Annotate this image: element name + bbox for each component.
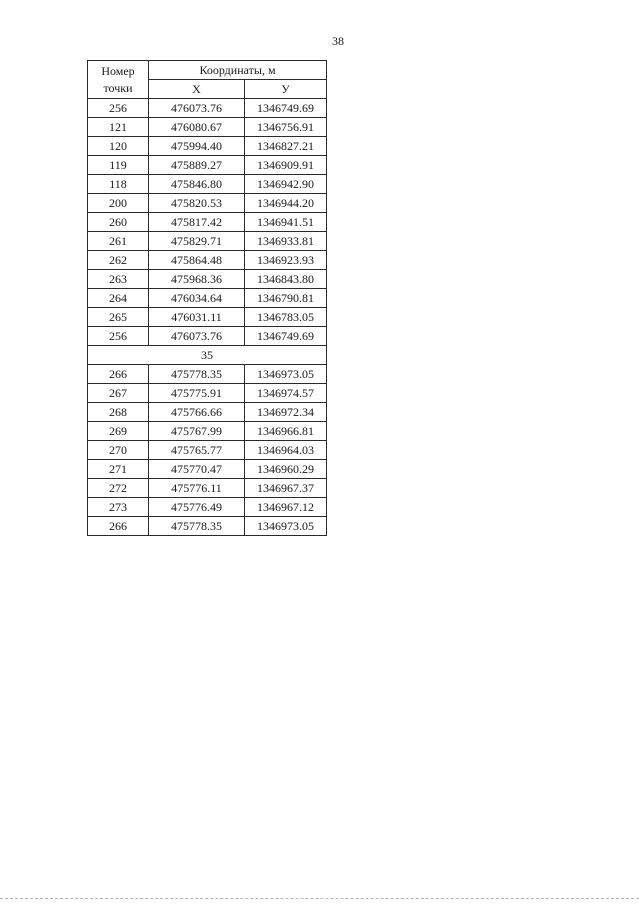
table-row: [88, 175, 327, 194]
point-number-cell: 266: [88, 365, 149, 384]
x-coordinate-cell: 475778.35: [149, 365, 245, 384]
point-number-cell: 118: [88, 175, 149, 194]
x-coordinate-cell: 475994.40: [149, 137, 245, 156]
x-coordinate-cell: 476031.11: [149, 308, 245, 327]
table-row: [88, 156, 327, 175]
y-coordinate-cell: 1346749.69: [245, 327, 327, 346]
y-coordinate-cell: 1346923.93: [245, 251, 327, 270]
table-row: [88, 517, 327, 536]
y-coordinate-cell: 1346973.05: [245, 517, 327, 536]
point-number-cell: 256: [88, 327, 149, 346]
x-coordinate-cell: 475817.42: [149, 213, 245, 232]
y-coordinate-cell: 1346756.91: [245, 118, 327, 137]
y-column-header: У: [245, 80, 327, 99]
point-number-cell: 261: [88, 232, 149, 251]
x-coordinate-cell: 475864.48: [149, 251, 245, 270]
point-number-cell: 263: [88, 270, 149, 289]
point-number-cell: 272: [88, 479, 149, 498]
x-coordinate-cell: 476073.76: [149, 327, 245, 346]
table-row: [88, 460, 327, 479]
x-coordinate-cell: 475889.27: [149, 156, 245, 175]
table-row: [88, 137, 327, 156]
point-number-cell: 260: [88, 213, 149, 232]
point-number-cell: 264: [88, 289, 149, 308]
point-number-cell: 121: [88, 118, 149, 137]
point-number-cell: 269: [88, 422, 149, 441]
table-body: [88, 99, 327, 536]
x-coordinate-cell: 475968.36: [149, 270, 245, 289]
y-coordinate-cell: 1346933.81: [245, 232, 327, 251]
x-coordinate-cell: 475765.77: [149, 441, 245, 460]
section-row: [88, 346, 327, 365]
point-number-cell: 119: [88, 156, 149, 175]
x-coordinate-cell: 476073.76: [149, 99, 245, 118]
table-row: [88, 118, 327, 137]
y-coordinate-cell: 1346827.21: [245, 137, 327, 156]
x-coordinate-cell: 475770.47: [149, 460, 245, 479]
x-column-header: X: [149, 80, 245, 99]
x-coordinate-cell: 475846.80: [149, 175, 245, 194]
table-row: [88, 232, 327, 251]
x-coordinate-cell: 475776.49: [149, 498, 245, 517]
table-row: [88, 479, 327, 498]
table-row: [88, 384, 327, 403]
y-coordinate-cell: 1346843.80: [245, 270, 327, 289]
table-row: [88, 441, 327, 460]
point-number-cell: 256: [88, 99, 149, 118]
y-coordinate-cell: 1346909.91: [245, 156, 327, 175]
x-coordinate-cell: 476034.64: [149, 289, 245, 308]
y-coordinate-cell: 1346972.34: [245, 403, 327, 422]
point-number-cell: 262: [88, 251, 149, 270]
y-coordinate-cell: 1346967.12: [245, 498, 327, 517]
y-coordinate-cell: 1346966.81: [245, 422, 327, 441]
y-coordinate-cell: 1346974.57: [245, 384, 327, 403]
x-coordinate-cell: 475829.71: [149, 232, 245, 251]
y-coordinate-cell: 1346964.03: [245, 441, 327, 460]
table-row: [88, 289, 327, 308]
section-label: 35: [88, 346, 327, 365]
x-coordinate-cell: 476080.67: [149, 118, 245, 137]
page-bottom-edge: [0, 898, 639, 899]
point-number-cell: 271: [88, 460, 149, 479]
y-coordinate-cell: 1346944.20: [245, 194, 327, 213]
page-number: 38: [332, 34, 344, 48]
table-row: [88, 251, 327, 270]
y-coordinate-cell: 1346749.69: [245, 99, 327, 118]
table-row: [88, 365, 327, 384]
y-coordinate-cell: 1346941.51: [245, 213, 327, 232]
point-number-cell: 273: [88, 498, 149, 517]
point-number-cell: 265: [88, 308, 149, 327]
y-coordinate-cell: 1346783.05: [245, 308, 327, 327]
table-row: [88, 327, 327, 346]
point-number-header-line2: точки: [103, 80, 133, 95]
coordinates-header: Координаты, м: [149, 61, 327, 80]
point-number-header-line1: Номер: [101, 63, 135, 78]
x-coordinate-cell: 475820.53: [149, 194, 245, 213]
point-number-cell: 268: [88, 403, 149, 422]
y-coordinate-cell: 1346973.05: [245, 365, 327, 384]
point-number-header: [88, 61, 149, 99]
point-number-cell: 120: [88, 137, 149, 156]
table-row: [88, 194, 327, 213]
table-row: [88, 270, 327, 289]
y-coordinate-cell: 1346942.90: [245, 175, 327, 194]
point-number-cell: 200: [88, 194, 149, 213]
table-row: [88, 308, 327, 327]
table-row: [88, 422, 327, 441]
y-coordinate-cell: 1346790.81: [245, 289, 327, 308]
x-coordinate-cell: 475767.99: [149, 422, 245, 441]
x-coordinate-cell: 475766.66: [149, 403, 245, 422]
table-row: [88, 403, 327, 422]
table-header: [88, 61, 327, 99]
y-coordinate-cell: 1346960.29: [245, 460, 327, 479]
y-coordinate-cell: 1346967.37: [245, 479, 327, 498]
coordinates-table: [87, 60, 327, 536]
table-row: [88, 498, 327, 517]
point-number-cell: 267: [88, 384, 149, 403]
point-number-cell: 266: [88, 517, 149, 536]
x-coordinate-cell: 475778.35: [149, 517, 245, 536]
x-coordinate-cell: 475776.11: [149, 479, 245, 498]
table-row: [88, 99, 327, 118]
point-number-cell: 270: [88, 441, 149, 460]
table-row: [88, 213, 327, 232]
x-coordinate-cell: 475775.91: [149, 384, 245, 403]
